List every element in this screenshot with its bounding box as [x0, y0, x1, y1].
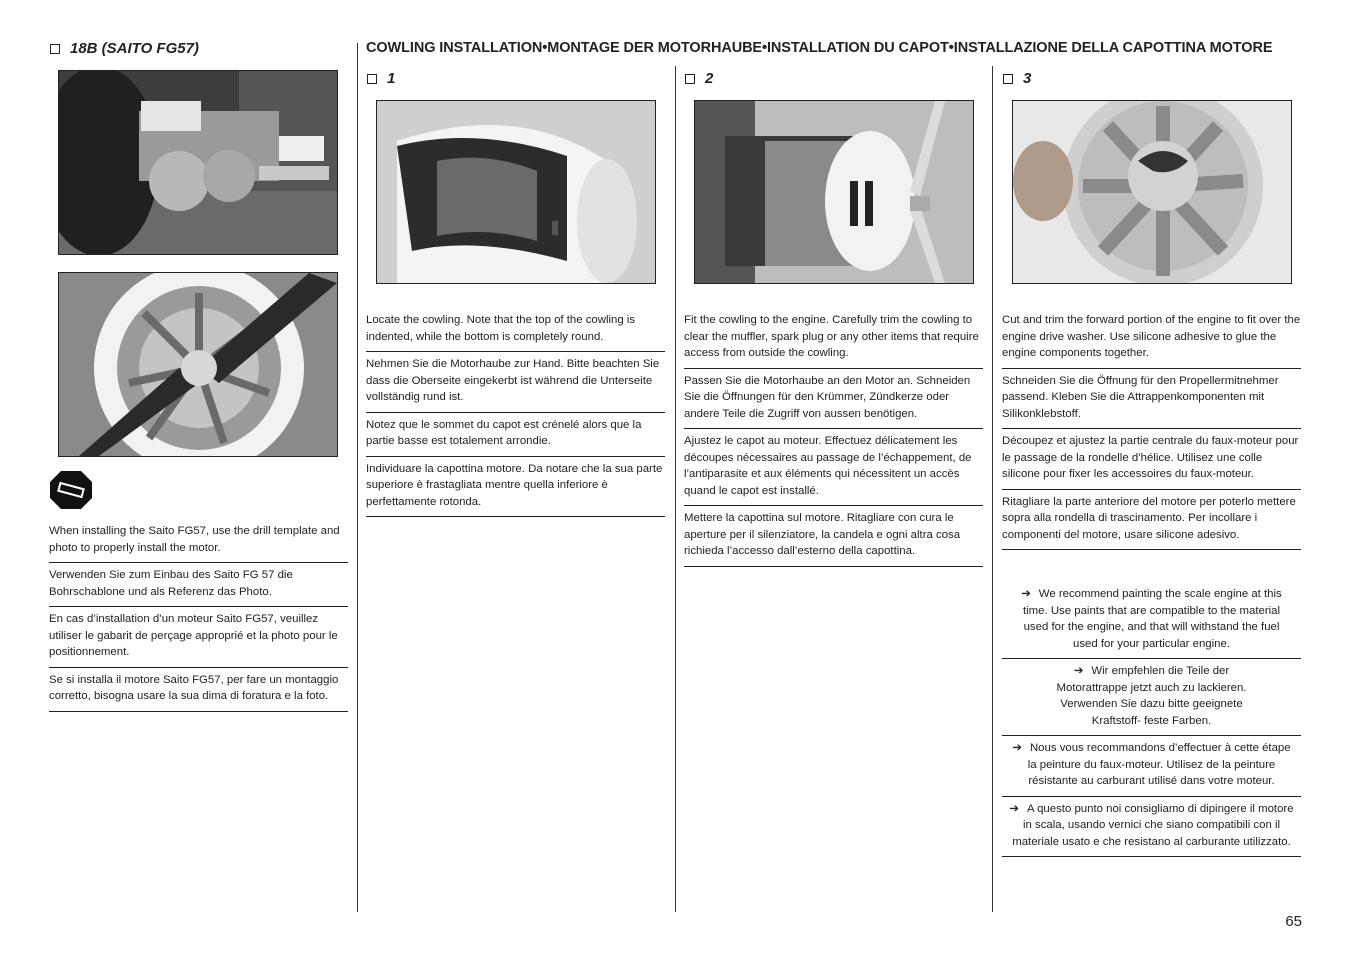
step-3-paragraph-en: Cut and trim the forward portion of the engine to fit over the engine drive washer. Use silicone adhesive to glue the engine components together.	[1002, 308, 1301, 369]
checkbox-icon[interactable]	[1003, 74, 1013, 84]
column-divider-3	[992, 66, 993, 912]
column-divider-2	[675, 66, 676, 912]
column-divider-1	[357, 43, 358, 912]
tip-fr	[1002, 736, 1301, 797]
step-1-title: 1	[367, 70, 395, 87]
left-paragraph-it: Se si installa il motore Saito FG57, per fare un montaggio corretto, bisogna usare la sua dima di foratura e la foto.	[49, 668, 348, 712]
tip-it-text: A questo punto noi consigliamo di dipingere il motore in scala, usando vernici che siano compatibili con il materiale usato e che resistano al carburante utilizzato.	[1012, 802, 1294, 848]
photo-engine-mount	[58, 70, 338, 255]
tip-fr-text: Nous vous recommandons d’effectuer à cette étape la peinture du faux-moteur. Utilisez de la peinture résistante au carburant utilisé dans votre moteur.	[1027, 742, 1291, 787]
arrow-right-icon: ➔	[1009, 802, 1019, 815]
arrow-right-icon: ➔	[1012, 742, 1022, 754]
step-3-paragraph-it: Ritagliare la parte anteriore del motore per poterlo mettere sopra alla rondella di trascinamento. Per incollare i componenti del motore, usare silicone adesivo.	[1002, 490, 1301, 551]
left-text-column	[49, 519, 348, 712]
tip-it	[1002, 797, 1301, 858]
engine-mount-photo-art	[59, 71, 337, 254]
tip-de	[1002, 659, 1301, 736]
step-3-paragraph-de: Schneiden Sie die Öffnung für den Propellermitnehmer passend. Kleben Sie die Attrappenkomponenten mit Silikonklebstoff.	[1002, 369, 1301, 430]
checkbox-icon[interactable]	[685, 74, 695, 84]
tip-de-text: Wir empfehlen die Teile der Motorattrappe jetzt auch zu lackieren. Verwenden Sie dazu bitte geeignete Kraftstoff- feste Farben.	[1056, 665, 1247, 727]
scale-engine-photo-art	[1013, 101, 1291, 283]
step-2-paragraph-en: Fit the cowling to the engine. Carefully trim the cowling to clear the muffler, spark plug or any other items that require access from outside the cowling.	[684, 308, 983, 369]
section-title: COWLING INSTALLATION•MONTAGE DER MOTORHAUBE•INSTALLATION DU CAPOT•INSTALLAZIONE DELLA CAPOTTINA MOTORE	[366, 40, 1273, 56]
step-1-paragraph-it: Individuare la capottina motore. Da notare che la sua parte superiore è frastagliata mentre quella inferiore è perfettamente rotonda.	[366, 457, 665, 518]
drill-template-icon	[49, 470, 93, 510]
step-2-title: 2	[685, 70, 713, 87]
photo-cowling	[376, 100, 656, 284]
tip-en-text: We recommend painting the scale engine at this time. Use paints that are compatible to the material used for the engine, and that will withstand the fuel used for your particular engine.	[1022, 588, 1282, 650]
checkbox-icon[interactable]	[367, 74, 377, 84]
arrow-right-icon: ➔	[1021, 588, 1031, 600]
page-number: 65	[1285, 913, 1302, 930]
left-paragraph-de: Verwenden Sie zum Einbau des Saito FG 57 die Bohrschablone und als Referenz das Photo.	[49, 563, 348, 607]
step-1-paragraph-fr: Notez que le sommet du capot est crénelé alors que la partie basse est totalement arrondie.	[366, 413, 665, 457]
step-2-text-column	[684, 308, 983, 567]
left-paragraph-en: When installing the Saito FG57, use the drill template and photo to properly install the motor.	[49, 519, 348, 563]
step-3-title: 3	[1003, 70, 1031, 87]
tip-en	[1002, 582, 1301, 659]
checkbox-icon[interactable]	[50, 44, 60, 54]
step-1-paragraph-de: Nehmen Sie die Motorhaube zur Hand. Bitte beachten Sie dass die Oberseite eingekerbt ist während die Unterseite vollständig rund ist.	[366, 352, 665, 413]
step-3-text-column	[1002, 308, 1301, 550]
cowling-photo-art	[377, 101, 655, 283]
photo-scale-engine	[1012, 100, 1292, 284]
step-18b-title: 18B (SAITO FG57)	[50, 40, 199, 57]
step-1-paragraph-en: Locate the cowling. Note that the top of the cowling is indented, while the bottom is completely round.	[366, 308, 665, 352]
step-1-text-column	[366, 308, 665, 517]
step-3-paragraph-fr: Découpez et ajustez la partie centrale du faux-moteur pour le passage de la rondelle d’hélice. Utilisez une colle silicone pour fixer les accessoires du faux-moteur.	[1002, 429, 1301, 490]
step-3-tips-column	[1002, 582, 1301, 857]
photo-cowling-fit	[694, 100, 974, 284]
left-paragraph-fr: En cas d’installation d’un moteur Saito FG57, veuillez utiliser le gabarit de perçage approprié et la photo pour le positionnement.	[49, 607, 348, 668]
step-2-paragraph-fr: Ajustez le capot au moteur. Effectuez délicatement les découpes nécessaires au passage de l’échappement, de l’antiparasite et aux éléments qui nécessitent un accès quand le capot est installé.	[684, 429, 983, 506]
photo-propeller-front	[58, 272, 338, 457]
step-2-paragraph-it: Mettere la capottina sul motore. Ritagliare con cura le aperture per il silenziatore, la candela e ogni altra cosa richieda l’accesso dall’esterno della capottina.	[684, 506, 983, 567]
step-2-paragraph-de: Passen Sie die Motorhaube an den Motor an. Schneiden Sie die Öffnungen für den Krümmer, Zündkerze oder andere Teile die Zugriff von aussen benötigen.	[684, 369, 983, 430]
arrow-right-icon: ➔	[1073, 665, 1084, 677]
cowling-fit-photo-art	[695, 101, 973, 283]
propeller-photo-art	[59, 273, 337, 456]
